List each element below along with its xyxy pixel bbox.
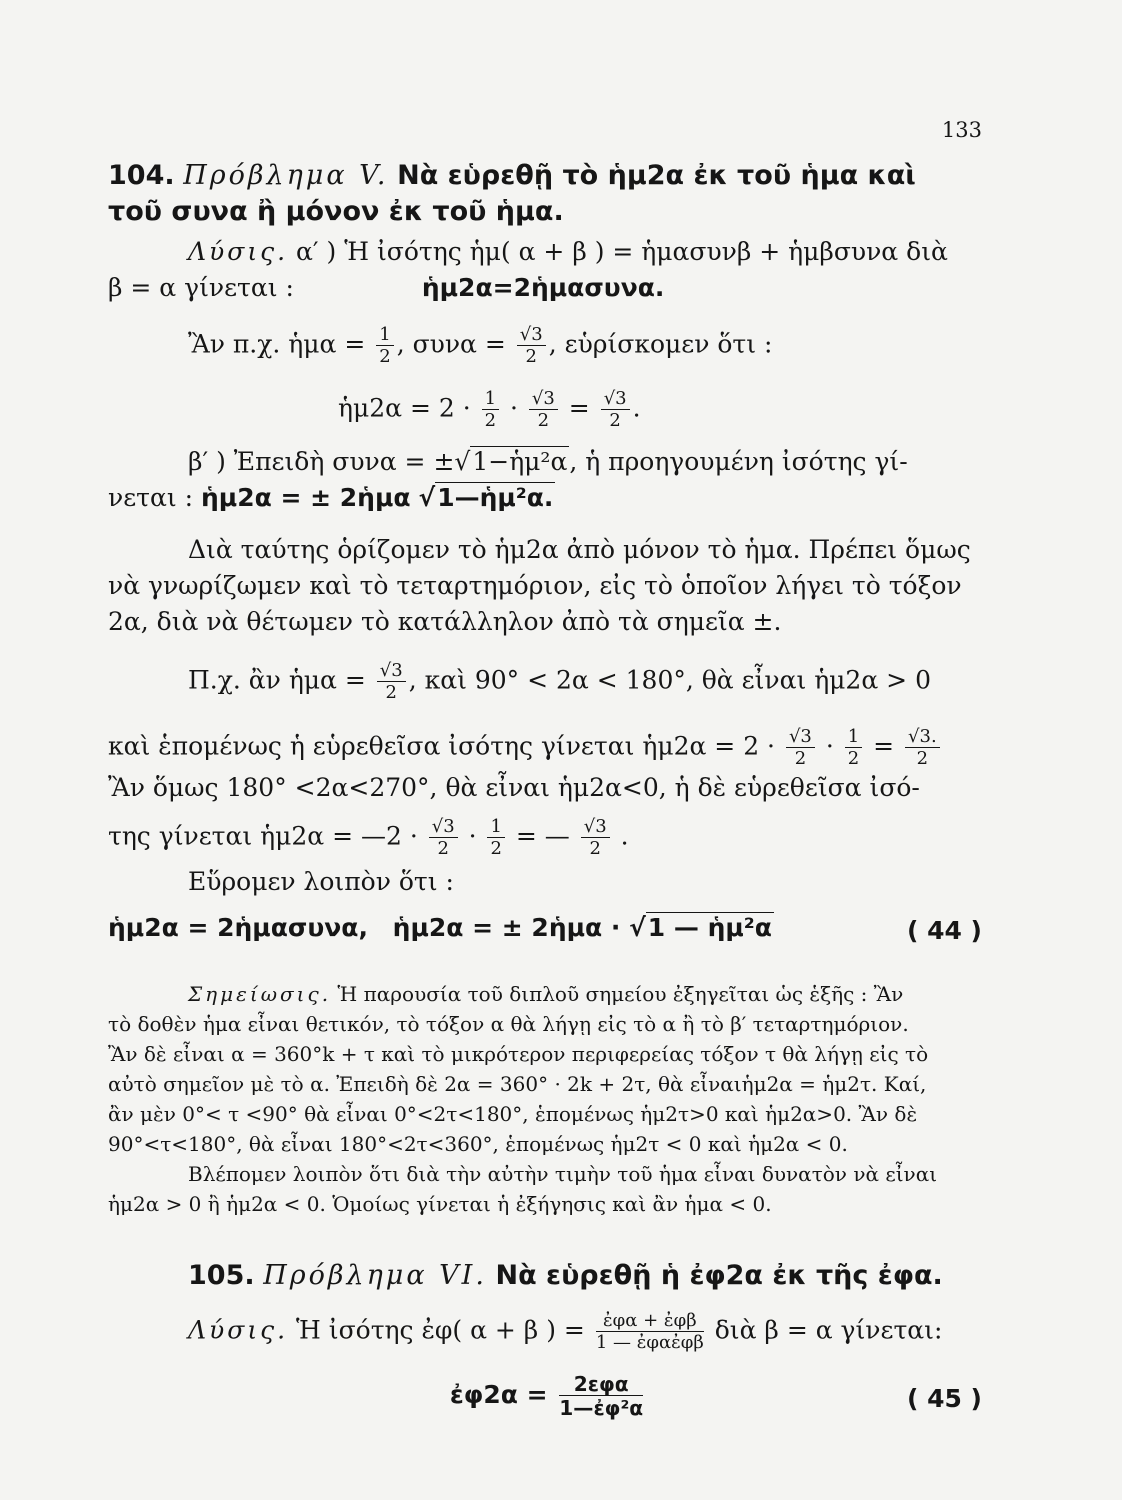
px4-lead: της γίνεται ἡμ2α = —2 ·: [108, 821, 418, 851]
fraction-cos: [517, 326, 546, 366]
note-label: Σημείωσις.: [188, 982, 332, 1006]
solution-label: Λύσις.: [188, 1315, 289, 1345]
solution-b-line2: [108, 482, 988, 514]
fraction-num: √3: [529, 390, 558, 410]
fraction-num: √3: [517, 326, 546, 346]
fraction-den: 2: [609, 410, 621, 431]
fraction-den: 2: [916, 748, 929, 769]
example-lead: Ἂν π.χ. ἡμα =: [188, 329, 366, 359]
sqrt-radicand: 1 — ἡμ²α: [647, 913, 772, 942]
equation-number-45: ( 45 ): [906, 1384, 982, 1413]
px-line2: καὶ ἑπομένως ἡ εὑρεθεῖσα ἰσότης γίνεται ἡμ2α = 2 · $\frac{√3}{2}$ · $\frac{1}{2}$ = $\frac{√3.}{2}$: [108, 728, 988, 768]
fraction: [429, 818, 458, 858]
formula-lead: ἐφ2α =: [449, 1380, 548, 1410]
example-tail: , εὑρίσκομεν ὅτι :: [548, 329, 773, 359]
paragraph-line2: νὰ γνωρίζωμεν καὶ τὸ τεταρτημόριον, εἰς τὸ ὁποῖον λήγει τὸ τόξον: [108, 571, 962, 600]
fraction-num: ἐφα + ἐφβ: [596, 1312, 704, 1332]
fraction-num: √3: [377, 662, 406, 682]
fraction: [487, 818, 504, 858]
problem-104-heading: [108, 160, 988, 192]
fraction-num: √3.: [905, 728, 940, 748]
fraction-num: √3: [601, 390, 630, 410]
fraction-num: 1: [845, 728, 862, 748]
px-tail: , καὶ 90° < 2α < 180°, θὰ εἶναι ἡμ2α > 0: [408, 665, 931, 695]
note-line3: Ἂν δὲ εἶναι α = 360°k + τ καὶ τὸ μικρότερον περιφερείας τόξον τ θὰ λήγῃ εἰς τὸ: [108, 1042, 929, 1066]
fraction-den: 1—ἐφ²α: [559, 1396, 644, 1421]
fraction: [529, 390, 558, 430]
fraction-num: √3: [581, 818, 610, 838]
note-line1: [108, 980, 1068, 1008]
final-formula-line: [108, 912, 988, 944]
fraction-num: 1: [376, 326, 393, 346]
fraction-num: 1: [487, 818, 504, 838]
fraction-den: 2: [847, 748, 860, 769]
final-formula-a: ἡμ2α = 2ἡμασυνα,: [108, 913, 368, 942]
solution-lead: Ἡ ἰσότης ἐφ( α + β ) =: [296, 1315, 585, 1345]
fraction-den: 2: [379, 346, 391, 367]
fraction: [845, 728, 862, 768]
solution-tail: διὰ β = α γίνεται:: [714, 1315, 943, 1345]
note-line5: ἂν μὲν 0°< τ <90° θὰ εἶναι 0°<2τ<180°, ἑπομένως ἡμ2τ>0 καὶ ἡμ2α>0. Ἂν δὲ: [108, 1102, 918, 1126]
found-line: Εὕρομεν λοιπὸν ὅτι :: [188, 867, 454, 896]
problem-105-solution: [108, 1312, 1068, 1352]
px-line1: [108, 662, 1068, 702]
solution-b-line: [108, 446, 1068, 478]
px-line4: της γίνεται ἡμ2α = —2 · $\frac{√3}{2}$ · $\frac{1}{2}$ = — $\frac{√3}{2}$ .: [108, 816, 629, 859]
fraction-den: 2: [525, 346, 537, 367]
fraction: [786, 728, 815, 768]
note-line7: Βλέπομεν λοιπὸν ὅτι διὰ τὴν αὐτὴν τιμὴν τοῦ ἡμα εἶναι δυνατὸν νὰ εἶναι: [188, 1162, 938, 1186]
note-line4: αὐτὸ σημεῖον μὲ τὸ α. Ἐπειδὴ δὲ 2α = 360° · 2k + 2τ, θὰ εἶναιἡμ2α = ἡμ2τ. Καί,: [108, 1072, 927, 1096]
solution-b-lead: β′ ) Ἐπειδὴ συνα = ±: [188, 447, 455, 476]
problem-104-title-line1: Νὰ εὑρεθῇ τὸ ἡμ2α ἐκ τοῦ ἡμα καὶ: [397, 160, 916, 191]
problem-105-title: Νὰ εὑρεθῇ ἡ ἐφ2α ἐκ τῆς ἐφα.: [495, 1260, 943, 1291]
sqrt: √1 — ἡμ²α: [629, 913, 772, 942]
fraction-num: √3: [786, 728, 815, 748]
calc-lead: ἡμ2α = 2 ·: [338, 393, 471, 423]
fraction-sin: [376, 326, 393, 366]
solution-b2-lead: νεται :: [108, 483, 194, 512]
sqrt: √1−ἡμ²α: [454, 447, 568, 476]
px-line3: Ἂν ὅμως 180° <2α<270°, θὰ εἶναι ἡμ2α<0, ἡ δὲ εὑρεθεῖσα ἰσό-: [108, 773, 920, 802]
fraction-num: 2εφα: [559, 1374, 643, 1396]
note-line8: ἡμ2α > 0 ἢ ἡμ2α < 0. Ὁμοίως γίνεται ἡ ἐξήγησις καὶ ἂν ἡμα < 0.: [108, 1192, 772, 1216]
calc-line: ἡμ2α = 2 · $\frac{1}{2}$ · $\frac{√3}{2}$ = $\frac{√3}{2}$ .: [338, 388, 641, 431]
fraction: [377, 662, 406, 702]
equation-number-44: ( 44 ): [906, 916, 982, 945]
solution-a-line2: [108, 272, 988, 304]
page-number: 133: [941, 118, 982, 142]
equals: =: [568, 393, 590, 423]
note-line6: 90°<τ<180°, θὰ εἶναι 180°<2τ<360°, ἑπομένως ἡμ2τ < 0 καὶ ἡμ2α < 0.: [108, 1132, 848, 1156]
problem-105-number: 105.: [188, 1260, 255, 1291]
fraction-den: 2: [490, 838, 502, 859]
final-formula-b: ἡμ2α = ± 2ἡμα ·: [392, 913, 621, 942]
px4-mid: = —: [515, 821, 570, 851]
problem-104-number: 104.: [108, 160, 175, 191]
fraction-num: √3: [429, 818, 458, 838]
solution-b-tail: , ἡ προηγουμένη ἰσότης γί-: [569, 447, 908, 476]
formula-sin2a: ἡμ2α=2ἡμασυνα.: [421, 273, 665, 302]
example-mid: , συνα =: [396, 329, 506, 359]
fraction-den: 2: [589, 838, 601, 859]
solution-a-line: [108, 236, 1068, 268]
paragraph-line3: 2α, διὰ νὰ θέτωμεν τὸ κατάλληλον ἀπὸ τὰ σημεῖα ±.: [108, 607, 782, 636]
fraction: [482, 390, 499, 430]
formula-sin2a-plusminus: ἡμ2α = ± 2ἡμα: [201, 483, 411, 512]
fraction: [905, 728, 940, 768]
fraction-num: 1: [482, 390, 499, 410]
fraction-den: 2: [794, 748, 807, 769]
period: .: [632, 393, 641, 423]
px-lead: Π.χ. ἂν ἡμα =: [188, 665, 366, 695]
fraction-tan-sum: [596, 1312, 704, 1352]
problem-105-label: Πρόβλημα VI.: [263, 1260, 487, 1291]
fraction-tan2a: [559, 1372, 644, 1421]
sqrt-radicand: 1—ἡμ²α.: [437, 483, 554, 512]
formula-tan2a: [108, 1372, 988, 1421]
fraction-den: 2: [537, 410, 550, 431]
problem-105-heading: [108, 1260, 1068, 1292]
fraction: [581, 818, 610, 858]
note-text: Ἡ παρουσία τοῦ διπλοῦ σημείου ἐξηγεῖται ὡς ἑξῆς : Ἂν: [337, 982, 904, 1006]
fraction-den: 2: [437, 838, 449, 859]
sqrt: √1—ἡμ²α.: [418, 483, 554, 512]
example-line: [108, 326, 1068, 366]
fraction: [601, 390, 630, 430]
px2-lead: καὶ ἑπομένως ἡ εὑρεθεῖσα ἰσότης γίνεται ἡμ2α = 2 ·: [108, 731, 775, 761]
sqrt-radicand: 1−ἡμ²α: [472, 447, 568, 476]
fraction-den: 2: [385, 682, 397, 703]
problem-104-title-line2: τοῦ συνα ἢ μόνον ἐκ τοῦ ἡμα.: [108, 196, 564, 227]
fraction-den: 1 — ἐφαἐφβ: [595, 1332, 704, 1353]
solution-a-text2: β = α γίνεται :: [108, 273, 294, 302]
problem-104-label: Πρόβλημα V.: [183, 160, 389, 191]
fraction-den: 2: [484, 410, 497, 431]
paragraph-line1: Διὰ ταύτης ὁρίζομεν τὸ ἡμ2α ἀπὸ μόνον τὸ ἡμα. Πρέπει ὅμως: [188, 535, 971, 564]
solution-a-text: α′ ) Ἡ ἰσότης ἡμ( α + β ) = ἡμασυνβ + ἡμβσυνα διὰ: [296, 237, 948, 266]
solution-label: Λύσις.: [188, 237, 289, 266]
note-line2: τὸ δοθὲν ἡμα εἶναι θετικόν, τὸ τόξον α θὰ λήγῃ εἰς τὸ α ἢ τὸ β′ τεταρτημόριον.: [108, 1012, 909, 1036]
